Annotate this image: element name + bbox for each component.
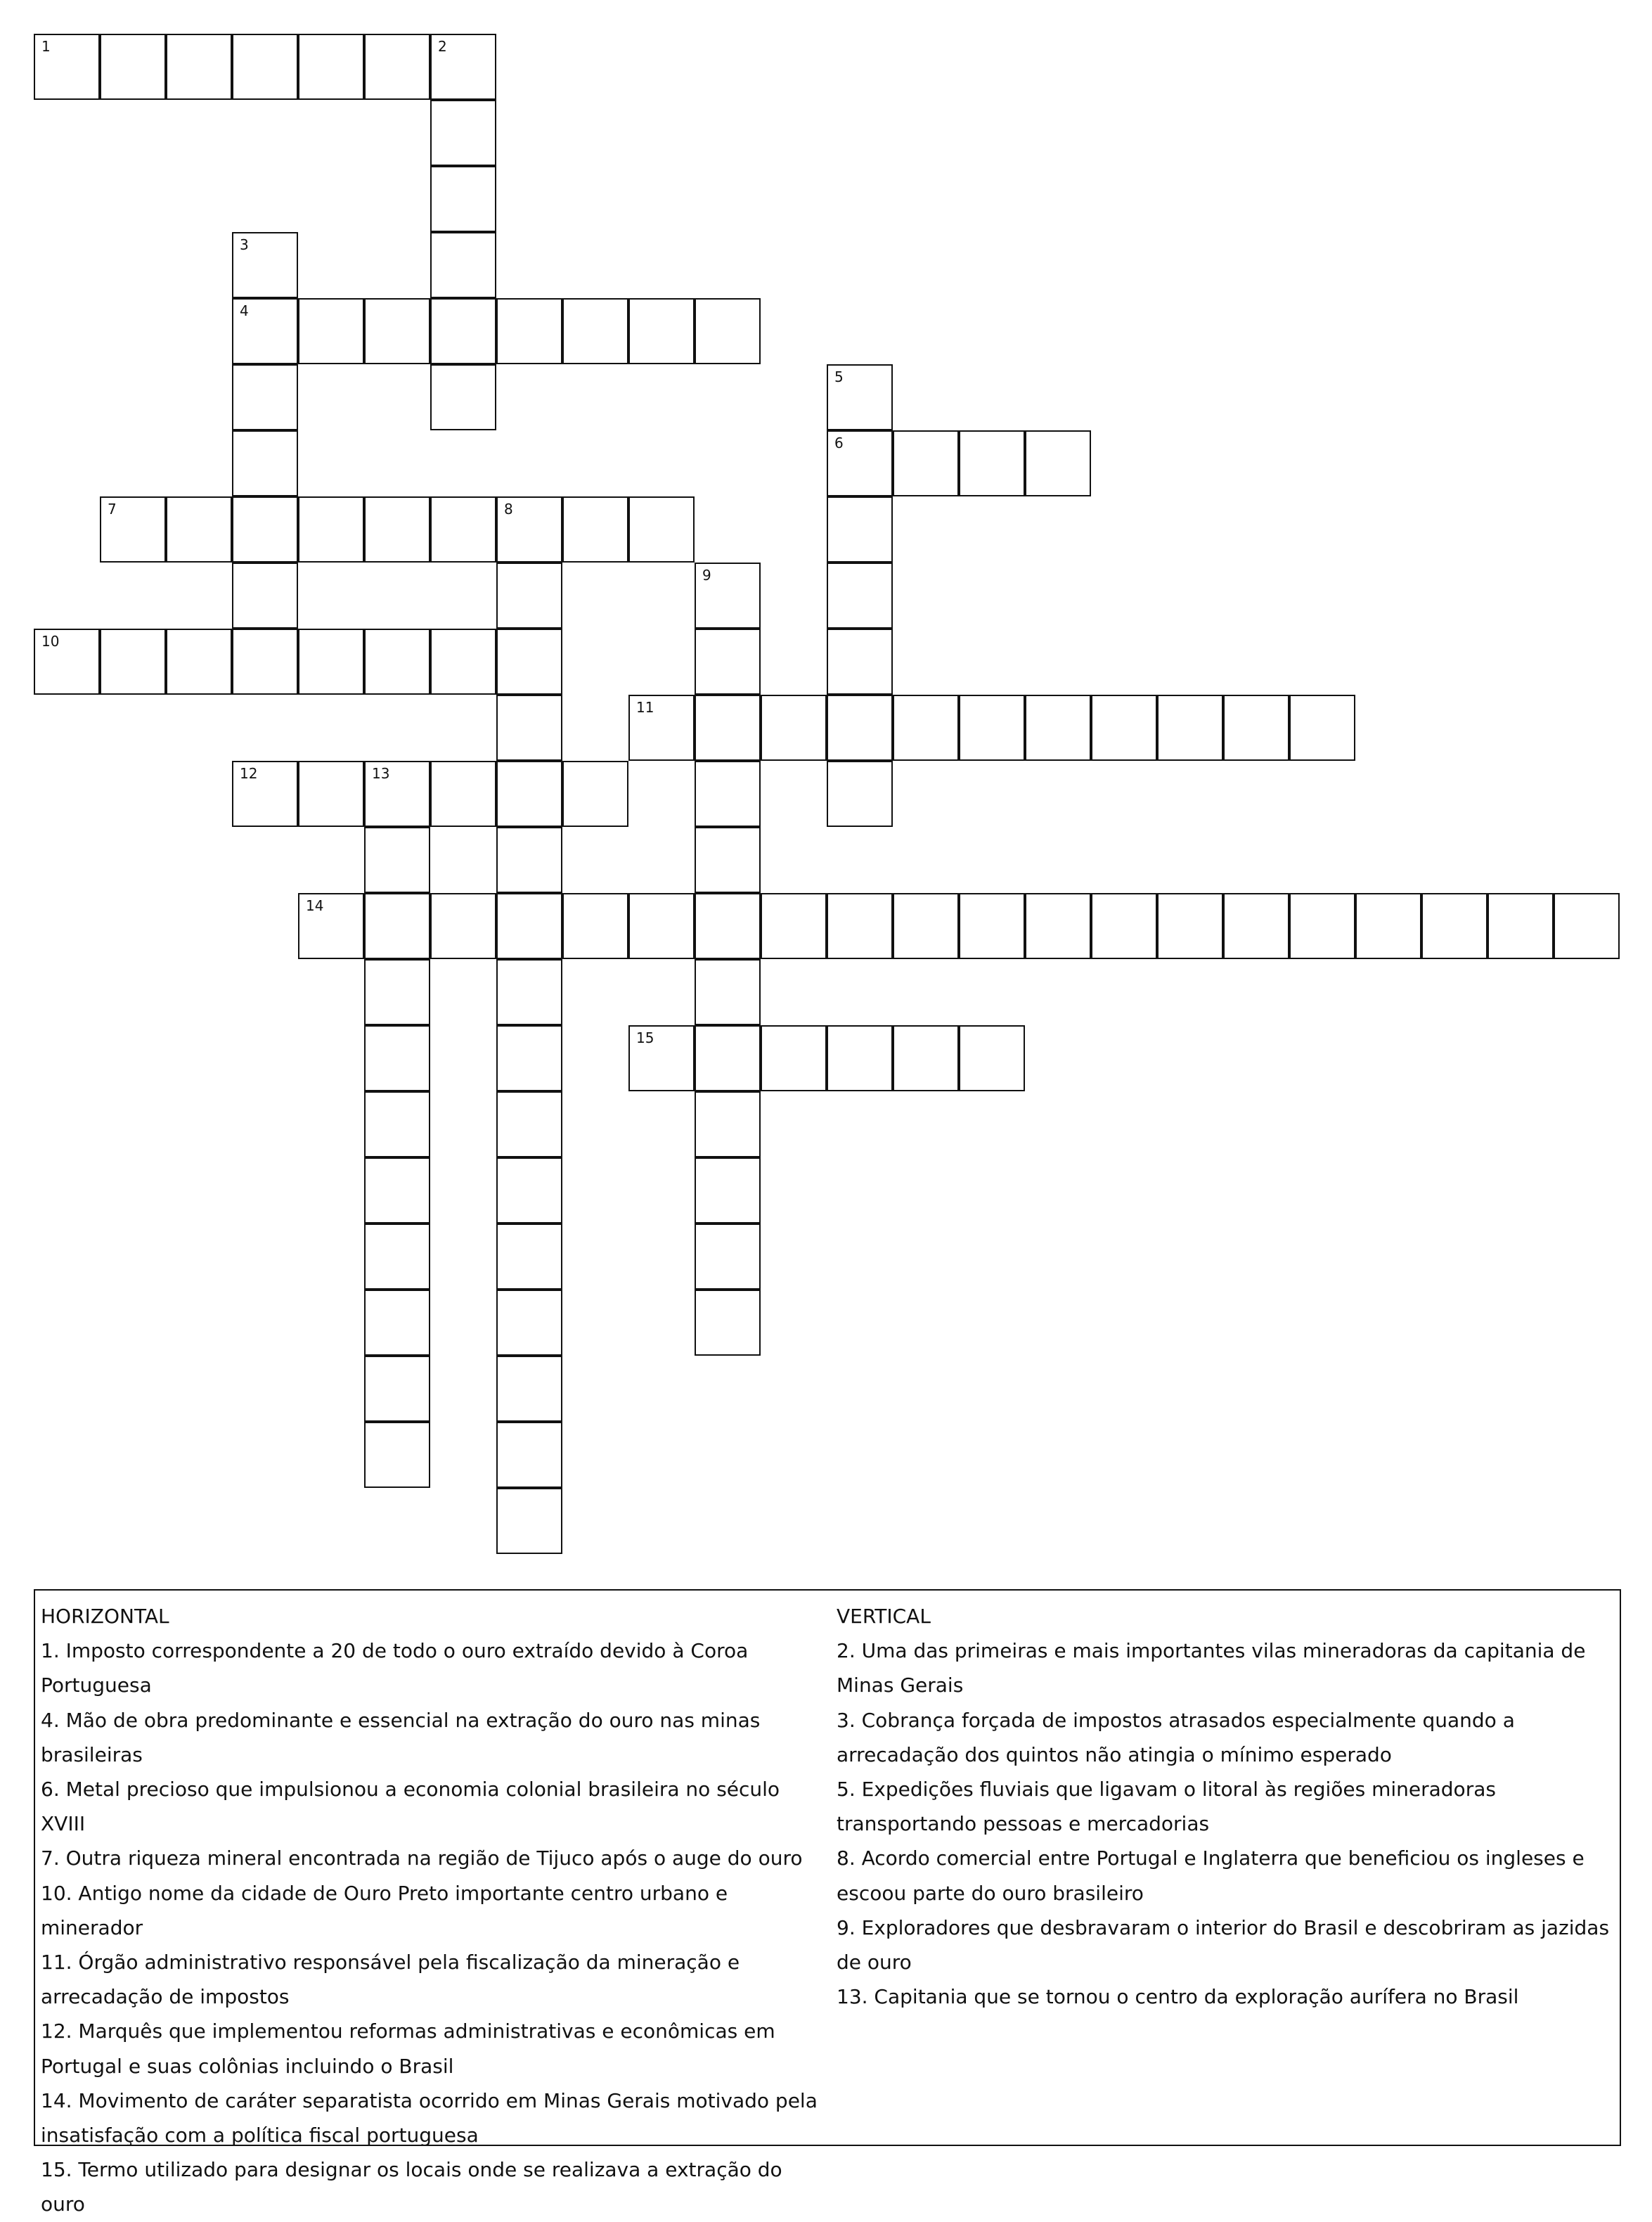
grid-cell[interactable] (562, 298, 628, 364)
clue-v2: 2. Uma das primeiras e mais importantes vilas mineradoras da capitania de Minas Gerais (837, 1639, 1586, 1697)
grid-cell[interactable] (827, 364, 893, 430)
grid-cell[interactable] (430, 761, 496, 827)
grid-cell[interactable] (364, 1091, 430, 1157)
grid-cell[interactable] (496, 827, 562, 893)
grid-cell[interactable] (496, 496, 562, 563)
horizontal-heading: HORIZONTAL (41, 1605, 169, 1628)
grid-cell[interactable] (232, 430, 298, 496)
grid-cell[interactable] (232, 563, 298, 629)
grid-cell[interactable] (1488, 893, 1554, 959)
grid-cell[interactable] (827, 761, 893, 827)
grid-cell[interactable] (695, 827, 761, 893)
clue-v9: 9. Exploradores que desbravaram o interior do Brasil e descobriram as jazidas de ouro (837, 1915, 1610, 1974)
grid-cell[interactable] (695, 1290, 761, 1356)
clue-number-label: 4 (240, 302, 249, 319)
grid-cell[interactable] (166, 496, 232, 563)
grid-cell[interactable] (959, 893, 1025, 959)
grid-cell[interactable] (893, 1025, 959, 1091)
grid-cell[interactable] (827, 430, 893, 496)
grid-cell[interactable] (959, 695, 1025, 761)
grid-cell[interactable] (298, 496, 364, 563)
clue-number-label: 7 (108, 500, 117, 518)
grid-cell[interactable] (232, 761, 298, 827)
grid-cell[interactable] (166, 34, 232, 100)
grid-cell[interactable] (695, 695, 761, 761)
grid-cell[interactable] (232, 232, 298, 298)
grid-cell[interactable] (364, 827, 430, 893)
clue-v5: 5. Expedições fluviais que ligavam o litoral às regiões mineradoras transportando pessoas e mercadorias (837, 1778, 1496, 1836)
grid-cell[interactable] (827, 893, 893, 959)
grid-cell[interactable] (298, 761, 364, 827)
grid-cell[interactable] (496, 893, 562, 959)
grid-cell[interactable] (893, 430, 959, 496)
clue-number-label: 13 (372, 764, 390, 782)
grid-cell[interactable] (1157, 893, 1223, 959)
clues-box (34, 1589, 1621, 2216)
grid-cell[interactable] (232, 364, 298, 430)
grid-cell[interactable] (695, 893, 761, 959)
grid-cell[interactable] (695, 563, 761, 629)
grid-cell[interactable] (695, 1091, 761, 1157)
grid-cell[interactable] (496, 1157, 562, 1224)
clue-h15: 15. Termo utilizado para designar os locais onde se realizava a extração do ouro (41, 2158, 782, 2216)
clue-h4: 4. Mão de obra predominante e essencial na extração do ouro nas minas brasileiras (41, 1708, 761, 1766)
grid-cell[interactable] (232, 629, 298, 695)
grid-cell[interactable] (298, 629, 364, 695)
grid-cell[interactable] (100, 629, 166, 695)
vertical-heading: VERTICAL (837, 1605, 931, 1628)
clue-h10: 10. Antigo nome da cidade de Ouro Preto importante centro urbano e minerador (41, 1881, 728, 1939)
grid-cell[interactable] (695, 1157, 761, 1224)
grid-cell[interactable] (959, 1025, 1025, 1091)
grid-cell[interactable] (364, 496, 430, 563)
grid-cell[interactable] (893, 695, 959, 761)
clue-h14: 14. Movimento de caráter separatista ocorrido em Minas Gerais motivado pela insatisfação com a política fiscal portuguesa (41, 2088, 818, 2147)
clue-h7: 7. Outra riqueza mineral encontrada na região de Tijuco após o auge do ouro (41, 1847, 803, 1870)
grid-cell[interactable] (430, 629, 496, 695)
grid-cell[interactable] (496, 959, 562, 1025)
grid-cell[interactable] (1157, 695, 1223, 761)
grid-cell[interactable] (1289, 893, 1355, 959)
grid-cell[interactable] (562, 761, 628, 827)
grid-cell[interactable] (364, 1157, 430, 1224)
grid-cell[interactable] (364, 761, 430, 827)
grid-cell[interactable] (1025, 695, 1091, 761)
grid-cell[interactable] (496, 1091, 562, 1157)
grid-cell[interactable] (827, 1025, 893, 1091)
clue-number-label: 12 (240, 764, 258, 782)
grid-cell[interactable] (100, 34, 166, 100)
grid-cell[interactable] (1355, 893, 1421, 959)
grid-cell[interactable] (364, 959, 430, 1025)
grid-cell[interactable] (298, 893, 364, 959)
grid-cell[interactable] (364, 1025, 430, 1091)
clue-number-label: 5 (834, 368, 844, 385)
clue-number-label: 1 (41, 37, 51, 55)
grid-cell[interactable] (496, 1025, 562, 1091)
grid-cell[interactable] (628, 893, 695, 959)
grid-cell[interactable] (1223, 695, 1289, 761)
grid-cell[interactable] (761, 695, 827, 761)
clue-v3: 3. Cobrança forçada de impostos atrasados especialmente quando a arrecadação dos quintos não atingia o mínimo esperado (837, 1708, 1515, 1766)
grid-cell[interactable] (628, 496, 695, 563)
grid-cell[interactable] (430, 298, 496, 364)
grid-cell[interactable] (1091, 893, 1157, 959)
grid-cell[interactable] (34, 34, 100, 100)
grid-cell[interactable] (893, 893, 959, 959)
clue-h1: 1. Imposto correspondente a 20 de todo o ouro extraído devido à Coroa Portuguesa (41, 1639, 749, 1697)
grid-cell[interactable] (496, 629, 562, 695)
grid-cell[interactable] (695, 1224, 761, 1290)
grid-cell[interactable] (364, 298, 430, 364)
grid-cell[interactable] (496, 1224, 562, 1290)
grid-cell[interactable] (166, 629, 232, 695)
grid-cell[interactable] (695, 761, 761, 827)
grid-cell[interactable] (628, 1025, 695, 1091)
grid-cell[interactable] (430, 893, 496, 959)
grid-cell[interactable] (695, 959, 761, 1025)
grid-cell[interactable] (430, 364, 496, 430)
grid-cell[interactable] (364, 1422, 430, 1488)
clue-number-label: 15 (636, 1029, 654, 1046)
grid-cell[interactable] (430, 100, 496, 166)
grid-cell[interactable] (695, 629, 761, 695)
grid-cell[interactable] (34, 629, 100, 695)
grid-cell[interactable] (298, 34, 364, 100)
grid-cell[interactable] (1421, 893, 1488, 959)
grid-cell[interactable] (364, 34, 430, 100)
clue-h12: 12. Marquês que implementou reformas administrativas e econômicas em Portugal e suas colônias incluindo o Brasil (41, 2019, 775, 2078)
grid-cell[interactable] (1025, 893, 1091, 959)
grid-cell[interactable] (298, 298, 364, 364)
grid-cell[interactable] (496, 761, 562, 827)
grid-cell[interactable] (827, 629, 893, 695)
clue-number-label: 14 (306, 897, 324, 914)
grid-cell[interactable] (761, 1025, 827, 1091)
grid-cell[interactable] (496, 1356, 562, 1422)
grid-cell[interactable] (827, 563, 893, 629)
grid-cell[interactable] (496, 563, 562, 629)
grid-cell[interactable] (430, 166, 496, 232)
grid-cell[interactable] (496, 1488, 562, 1554)
grid-cell[interactable] (562, 893, 628, 959)
grid-cell[interactable] (232, 496, 298, 563)
grid-cell[interactable] (430, 496, 496, 563)
grid-cell[interactable] (628, 298, 695, 364)
grid-cell[interactable] (695, 298, 761, 364)
grid-cell[interactable] (1554, 893, 1620, 959)
horizontal-clues (41, 1599, 828, 2222)
grid-cell[interactable] (496, 1290, 562, 1356)
grid-cell[interactable] (1091, 695, 1157, 761)
grid-cell[interactable] (364, 1224, 430, 1290)
grid-cell[interactable] (695, 1025, 761, 1091)
clue-v8: 8. Acordo comercial entre Portugal e Inglaterra que beneficiou os ingleses e escoou parte do ouro brasileiro (837, 1847, 1585, 1905)
grid-cell[interactable] (1223, 893, 1289, 959)
grid-cell[interactable] (827, 496, 893, 563)
clue-h11: 11. Órgão administrativo responsável pela fiscalização da mineração e arrecadação de impostos (41, 1951, 740, 2009)
clue-number-label: 6 (834, 434, 844, 451)
clue-number-label: 8 (504, 500, 513, 518)
grid-cell[interactable] (496, 1422, 562, 1488)
grid-cell[interactable] (430, 232, 496, 298)
clue-number-label: 3 (240, 236, 249, 253)
clue-number-label: 11 (636, 698, 654, 716)
grid-cell[interactable] (827, 695, 893, 761)
grid-cell[interactable] (364, 1290, 430, 1356)
grid-cell[interactable] (496, 695, 562, 761)
grid-cell[interactable] (232, 34, 298, 100)
grid-cell[interactable] (496, 298, 562, 364)
clue-number-label: 9 (702, 566, 711, 584)
grid-cell[interactable] (232, 298, 298, 364)
clue-number-label: 2 (438, 37, 447, 55)
grid-cell[interactable] (959, 430, 1025, 496)
grid-cell[interactable] (1025, 430, 1091, 496)
grid-cell[interactable] (1289, 695, 1355, 761)
grid-cell[interactable] (364, 629, 430, 695)
clue-h6: 6. Metal precioso que impulsionou a economia colonial brasileira no século XVIII (41, 1778, 780, 1836)
grid-cell[interactable] (364, 1356, 430, 1422)
vertical-clues (837, 1599, 1617, 2014)
grid-cell[interactable] (100, 496, 166, 563)
grid-cell[interactable] (761, 893, 827, 959)
grid-cell[interactable] (628, 695, 695, 761)
clue-v13: 13. Capitania que se tornou o centro da exploração aurífera no Brasil (837, 1985, 1519, 2009)
grid-cell[interactable] (430, 34, 496, 100)
grid-cell[interactable] (562, 496, 628, 563)
grid-cell[interactable] (364, 893, 430, 959)
clue-number-label: 10 (41, 632, 60, 650)
